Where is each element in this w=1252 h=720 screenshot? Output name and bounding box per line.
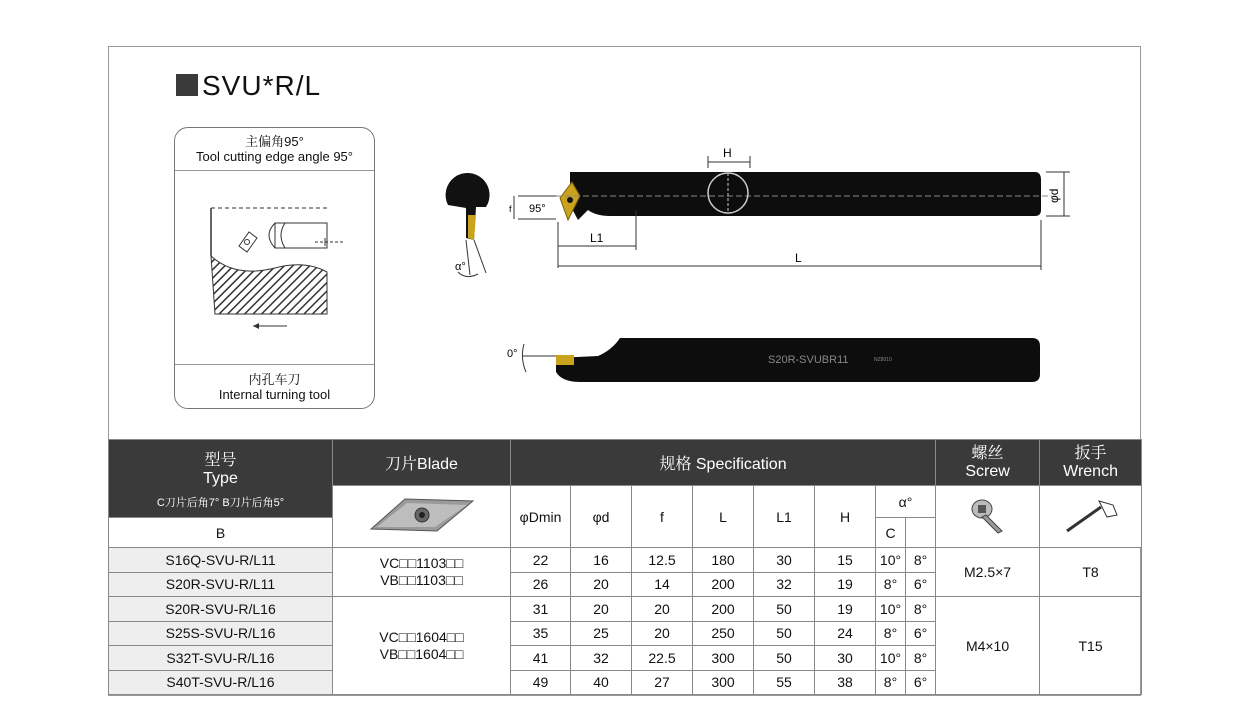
d-cell: 32 <box>571 646 632 671</box>
type-header <box>109 440 333 518</box>
phi-d-label: φd <box>1047 188 1061 203</box>
type-header-note: C刀片后角7° B刀片后角5° <box>156 497 285 509</box>
col-alpha-c: C <box>876 518 906 548</box>
H-cell: 19 <box>815 572 876 597</box>
H-cell: 24 <box>815 621 876 646</box>
H-label: H <box>723 146 732 160</box>
spec-table-body <box>109 548 1142 695</box>
f-cell: 27 <box>632 670 693 695</box>
H-cell: 38 <box>815 670 876 695</box>
wrench-image-cell <box>1040 486 1142 548</box>
f-cell: 20 <box>632 621 693 646</box>
L-cell: 250 <box>693 621 754 646</box>
alpha-c-cell: 8° <box>906 646 936 671</box>
screw-header-en: Screw <box>965 462 1010 480</box>
diagram-top-cn: 主偏角95° <box>245 134 304 149</box>
dmin-cell: 31 <box>511 597 571 622</box>
alpha-c-cell: 6° <box>906 572 936 597</box>
d-cell: 16 <box>571 548 632 573</box>
alpha-b-cell: 8° <box>876 572 906 597</box>
L-cell: 300 <box>693 670 754 695</box>
L1-cell: 50 <box>754 621 815 646</box>
insert-blade-icon <box>367 493 477 537</box>
L1-label: L1 <box>590 231 604 245</box>
title-text: SVU*R/L <box>202 70 322 101</box>
screw-header <box>936 440 1040 486</box>
engraving-small-text: NZ8010 <box>874 357 892 363</box>
L-cell: 200 <box>693 597 754 622</box>
dmin-cell: 26 <box>511 572 571 597</box>
dmin-cell: 49 <box>511 670 571 695</box>
dmin-cell: 35 <box>511 621 571 646</box>
L1-cell: 32 <box>754 572 815 597</box>
diagram-bottom-cn: 内孔车刀 <box>248 372 301 387</box>
screw-header-cn: 螺丝 <box>971 444 1004 462</box>
d-cell: 40 <box>571 670 632 695</box>
screw-cell: M2.5×7 <box>936 548 1040 597</box>
blade-header: 刀片Blade <box>333 440 511 486</box>
f-cell: 14 <box>632 572 693 597</box>
spec-table <box>108 439 1142 695</box>
alpha-c-cell: 6° <box>906 670 936 695</box>
col-f: f <box>632 486 693 548</box>
diagram-top-en: Tool cutting edge angle 95° <box>196 149 353 164</box>
alpha-b-cell: 10° <box>876 646 906 671</box>
spec-header: 规格 Specification <box>511 440 936 486</box>
blade-code: VB□□1103□□ <box>380 572 463 588</box>
screw-cell: M4×10 <box>936 597 1040 695</box>
table-row <box>109 597 1142 622</box>
tool-bar-top <box>520 172 1052 220</box>
angle95-label: 95° <box>529 203 546 215</box>
col-dmin: φDmin <box>511 486 571 548</box>
H-cell: 15 <box>815 548 876 573</box>
blade-cell <box>333 548 511 597</box>
alpha-c-cell: 8° <box>906 597 936 622</box>
alpha-b-cell: 10° <box>876 597 906 622</box>
alpha-b-cell: 10° <box>876 548 906 573</box>
d-cell: 25 <box>571 621 632 646</box>
tool-end-view <box>446 173 490 277</box>
alpha-b-cell: 8° <box>876 670 906 695</box>
dmin-cell: 41 <box>511 646 571 671</box>
screw-icon <box>968 495 1008 535</box>
wrench-header <box>1040 440 1142 486</box>
col-L: L <box>693 486 754 548</box>
alpha-c-cell: 8° <box>906 548 936 573</box>
L-label: L <box>795 251 802 265</box>
blade-cell <box>333 597 511 695</box>
type-cell: S20R-SVU-R/L16 <box>109 597 333 622</box>
L-cell: 300 <box>693 646 754 671</box>
d-cell: 20 <box>571 572 632 597</box>
H-cell: 30 <box>815 646 876 671</box>
L1-cell: 55 <box>754 670 815 695</box>
type-cell: S25S-SVU-R/L16 <box>109 621 333 646</box>
alpha-c-cell: 6° <box>906 621 936 646</box>
col-alpha: α° <box>876 486 936 518</box>
L-cell: 180 <box>693 548 754 573</box>
col-L1: L1 <box>754 486 815 548</box>
table-row <box>109 548 1142 573</box>
type-header-cn: 型号 <box>204 452 237 469</box>
L1-cell: 50 <box>754 646 815 671</box>
type-cell: S16Q-SVU-R/L11 <box>109 548 333 573</box>
col-d: φd <box>571 486 632 548</box>
wrench-header-en: Wrench <box>1063 462 1118 480</box>
f-cell: 12.5 <box>632 548 693 573</box>
blade-code: VC□□1604□□ <box>379 628 464 645</box>
f-cell: 22.5 <box>632 646 693 671</box>
L1-cell: 50 <box>754 597 815 622</box>
screw-image-cell <box>936 486 1040 548</box>
alpha-b-cell: 8° <box>876 621 906 646</box>
type-cell: S32T-SVU-R/L16 <box>109 646 333 671</box>
L-cell: 200 <box>693 572 754 597</box>
blade-code: VC□□1103□□ <box>379 555 464 571</box>
d-cell: 20 <box>571 597 632 622</box>
engraving-text: S20R-SVUBR11 <box>768 354 849 366</box>
wrench-icon <box>1061 495 1121 535</box>
diagram-bottom-en: Internal turning tool <box>218 387 331 402</box>
blade-code: VB□□1604□□ <box>379 645 464 662</box>
wrench-cell: T15 <box>1040 597 1142 695</box>
zero-angle-label: 0° <box>507 348 518 360</box>
col-H: H <box>815 486 876 548</box>
wrench-cell: T8 <box>1040 548 1142 597</box>
f-cell: 20 <box>632 597 693 622</box>
H-cell: 19 <box>815 597 876 622</box>
type-cell: S20R-SVU-R/L11 <box>109 572 333 597</box>
type-cell: S40T-SVU-R/L16 <box>109 670 333 695</box>
blade-image-cell <box>333 486 511 548</box>
L1-cell: 30 <box>754 548 815 573</box>
f-label: f <box>509 204 512 214</box>
alpha-label: α° <box>455 261 466 273</box>
type-header-en: Type <box>203 470 238 487</box>
col-alpha-b: B <box>109 518 333 548</box>
wrench-header-cn: 扳手 <box>1074 444 1107 462</box>
dmin-cell: 22 <box>511 548 571 573</box>
